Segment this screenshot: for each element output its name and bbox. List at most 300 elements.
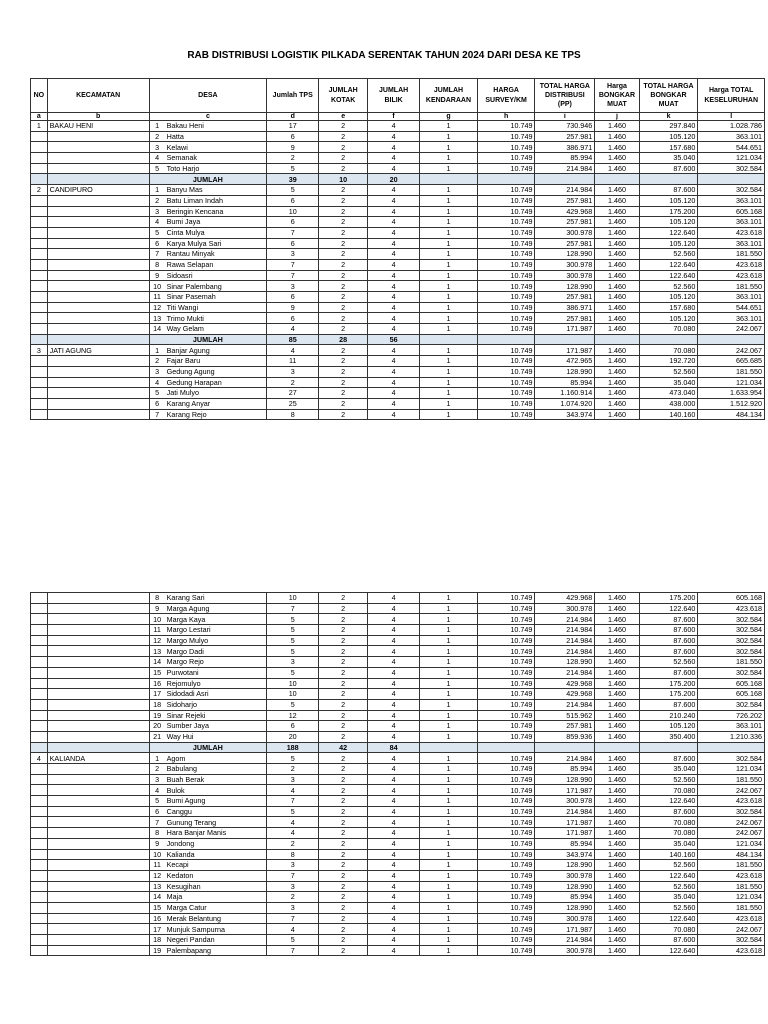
kendaraan-cell: 1 bbox=[420, 593, 478, 604]
harga-bongkar-muat-cell: 1.460 bbox=[595, 163, 639, 174]
total-keseluruhan-cell: 423.618 bbox=[698, 870, 765, 881]
harga-bongkar-muat-cell: 1.460 bbox=[595, 785, 639, 796]
desa-number-cell: 7 bbox=[149, 249, 165, 260]
total-distribusi-cell: 429.968 bbox=[535, 206, 595, 217]
kecamatan-cell bbox=[47, 657, 149, 668]
total-bongkar-muat-cell: 87.600 bbox=[639, 185, 698, 196]
desa-number-cell: 20 bbox=[149, 721, 165, 732]
total-bongkar-muat-cell: 140.160 bbox=[639, 849, 698, 860]
desa-name-cell: Marga Catur bbox=[165, 902, 267, 913]
desa-number-cell: 3 bbox=[149, 206, 165, 217]
total-bongkar-muat-cell: 70.080 bbox=[639, 324, 698, 335]
kendaraan-cell: 1 bbox=[420, 753, 478, 764]
bilik-cell: 4 bbox=[368, 356, 420, 367]
harga-bongkar-muat-cell: 1.460 bbox=[595, 731, 639, 742]
harga-survey-cell: 10.749 bbox=[477, 603, 535, 614]
total-keseluruhan-cell: 302.584 bbox=[698, 614, 765, 625]
kotak-cell: 2 bbox=[319, 292, 368, 303]
kecamatan-cell bbox=[47, 667, 149, 678]
harga-survey-cell: 10.749 bbox=[477, 785, 535, 796]
empty-cell bbox=[535, 174, 595, 185]
kecamatan-cell bbox=[47, 259, 149, 270]
total-bongkar-muat-cell: 70.080 bbox=[639, 828, 698, 839]
no-cell bbox=[31, 217, 48, 228]
harga-bongkar-muat-cell: 1.460 bbox=[595, 324, 639, 335]
kendaraan-cell: 1 bbox=[420, 774, 478, 785]
table-row bbox=[31, 806, 765, 817]
kotak-cell: 2 bbox=[319, 206, 368, 217]
kotak-cell: 2 bbox=[319, 259, 368, 270]
kotak-cell: 2 bbox=[319, 774, 368, 785]
total-keseluruhan-cell: 302.584 bbox=[698, 935, 765, 946]
total-bongkar-muat-cell: 122.640 bbox=[639, 259, 698, 270]
kotak-cell: 2 bbox=[319, 593, 368, 604]
kendaraan-cell: 1 bbox=[420, 892, 478, 903]
tps-cell: 5 bbox=[267, 163, 319, 174]
desa-name-cell: Sidodadi Asri bbox=[165, 689, 267, 700]
tps-cell: 3 bbox=[267, 366, 319, 377]
subtotal-row bbox=[31, 334, 765, 345]
desa-number-cell: 5 bbox=[149, 227, 165, 238]
tps-cell: 17 bbox=[267, 121, 319, 132]
kendaraan-cell: 1 bbox=[420, 302, 478, 313]
desa-name-cell: Kelawi bbox=[165, 142, 267, 153]
total-bongkar-muat-cell: 52.560 bbox=[639, 902, 698, 913]
table-row bbox=[31, 388, 765, 399]
table-row bbox=[31, 924, 765, 935]
tps-cell: 2 bbox=[267, 892, 319, 903]
desa-number-cell: 11 bbox=[149, 860, 165, 871]
table-row bbox=[31, 635, 765, 646]
total-distribusi-cell: 128.990 bbox=[535, 281, 595, 292]
kecamatan-cell bbox=[47, 935, 149, 946]
desa-number-cell: 4 bbox=[149, 153, 165, 164]
no-cell: 3 bbox=[31, 345, 48, 356]
desa-name-cell: Negeri Pandan bbox=[165, 935, 267, 946]
column-header: Harga BONGKAR MUAT bbox=[595, 79, 639, 113]
harga-survey-cell: 10.749 bbox=[477, 131, 535, 142]
total-bongkar-muat-cell: 105.120 bbox=[639, 195, 698, 206]
page-title: RAB DISTRIBUSI LOGISTIK PILKADA SERENTAK TAHUN 2024 DARI DESA KE TPS bbox=[187, 50, 581, 61]
tps-cell: 2 bbox=[267, 153, 319, 164]
table-row bbox=[31, 593, 765, 604]
total-distribusi-cell: 1.160.914 bbox=[535, 388, 595, 399]
total-distribusi-cell: 429.968 bbox=[535, 593, 595, 604]
total-distribusi-cell: 257.981 bbox=[535, 217, 595, 228]
column-header: NO bbox=[31, 79, 48, 113]
bilik-cell: 4 bbox=[368, 206, 420, 217]
distribution-table-page-1 bbox=[30, 78, 765, 420]
no-cell bbox=[31, 924, 48, 935]
no-cell bbox=[31, 334, 48, 345]
total-bongkar-muat-cell: 157.680 bbox=[639, 142, 698, 153]
total-distribusi-cell: 300.978 bbox=[535, 945, 595, 956]
harga-bongkar-muat-cell: 1.460 bbox=[595, 409, 639, 420]
bilik-cell: 4 bbox=[368, 924, 420, 935]
kendaraan-cell: 1 bbox=[420, 924, 478, 935]
tps-cell: 6 bbox=[267, 313, 319, 324]
kendaraan-cell: 1 bbox=[420, 356, 478, 367]
no-cell bbox=[31, 764, 48, 775]
total-keseluruhan-cell: 181.550 bbox=[698, 281, 765, 292]
kecamatan-cell bbox=[47, 270, 149, 281]
kecamatan-cell bbox=[47, 292, 149, 303]
desa-number-cell: 12 bbox=[149, 870, 165, 881]
desa-number-cell: 11 bbox=[149, 292, 165, 303]
no-cell bbox=[31, 366, 48, 377]
desa-name-cell: Banyu Mas bbox=[165, 185, 267, 196]
total-distribusi-cell: 171.987 bbox=[535, 817, 595, 828]
total-distribusi-cell: 257.981 bbox=[535, 238, 595, 249]
table-row bbox=[31, 935, 765, 946]
desa-name-cell: Bumi Jaya bbox=[165, 217, 267, 228]
desa-name-cell: Rejomulyo bbox=[165, 678, 267, 689]
total-distribusi-cell: 300.978 bbox=[535, 796, 595, 807]
total-distribusi-cell: 429.968 bbox=[535, 689, 595, 700]
kotak-cell: 2 bbox=[319, 345, 368, 356]
kotak-cell: 2 bbox=[319, 710, 368, 721]
total-bongkar-muat-cell: 122.640 bbox=[639, 870, 698, 881]
desa-name-cell: Buah Berak bbox=[165, 774, 267, 785]
empty-cell bbox=[477, 334, 535, 345]
desa-number-cell: 1 bbox=[149, 185, 165, 196]
column-letter: g bbox=[420, 113, 478, 121]
harga-survey-cell: 10.749 bbox=[477, 281, 535, 292]
no-cell bbox=[31, 302, 48, 313]
kotak-cell: 2 bbox=[319, 657, 368, 668]
table-row bbox=[31, 195, 765, 206]
table-row bbox=[31, 142, 765, 153]
kotak-cell: 2 bbox=[319, 902, 368, 913]
harga-survey-cell: 10.749 bbox=[477, 828, 535, 839]
kecamatan-cell bbox=[47, 593, 149, 604]
harga-survey-cell: 10.749 bbox=[477, 902, 535, 913]
kotak-cell: 2 bbox=[319, 185, 368, 196]
no-cell bbox=[31, 657, 48, 668]
bilik-cell: 4 bbox=[368, 721, 420, 732]
harga-bongkar-muat-cell: 1.460 bbox=[595, 603, 639, 614]
desa-name-cell: Bumi Agung bbox=[165, 796, 267, 807]
bilik-cell: 4 bbox=[368, 409, 420, 420]
kendaraan-cell: 1 bbox=[420, 625, 478, 636]
tps-cell: 7 bbox=[267, 259, 319, 270]
empty-cell bbox=[477, 174, 535, 185]
harga-survey-cell: 10.749 bbox=[477, 593, 535, 604]
harga-bongkar-muat-cell: 1.460 bbox=[595, 924, 639, 935]
tps-cell: 7 bbox=[267, 603, 319, 614]
no-cell bbox=[31, 817, 48, 828]
harga-survey-cell: 10.749 bbox=[477, 935, 535, 946]
tps-cell: 9 bbox=[267, 142, 319, 153]
no-cell bbox=[31, 881, 48, 892]
kendaraan-cell: 1 bbox=[420, 689, 478, 700]
bilik-cell: 4 bbox=[368, 860, 420, 871]
total-bongkar-muat-cell: 70.080 bbox=[639, 785, 698, 796]
column-letter: a bbox=[31, 113, 48, 121]
total-distribusi-cell: 214.984 bbox=[535, 806, 595, 817]
column-letter: d bbox=[267, 113, 319, 121]
total-keseluruhan-cell: 544.651 bbox=[698, 142, 765, 153]
kotak-cell: 2 bbox=[319, 398, 368, 409]
bilik-cell: 4 bbox=[368, 377, 420, 388]
desa-number-cell: 4 bbox=[149, 217, 165, 228]
table-row bbox=[31, 892, 765, 903]
desa-name-cell: Kalianda bbox=[165, 849, 267, 860]
kecamatan-cell bbox=[47, 217, 149, 228]
bilik-cell: 4 bbox=[368, 657, 420, 668]
desa-number-cell: 12 bbox=[149, 635, 165, 646]
bilik-cell: 4 bbox=[368, 945, 420, 956]
total-bongkar-muat-cell: 122.640 bbox=[639, 603, 698, 614]
desa-name-cell: Kesugihan bbox=[165, 881, 267, 892]
total-bongkar-muat-cell: 35.040 bbox=[639, 764, 698, 775]
tps-cell: 4 bbox=[267, 324, 319, 335]
desa-name-cell: Margo Lestari bbox=[165, 625, 267, 636]
total-bongkar-muat-cell: 210.240 bbox=[639, 710, 698, 721]
kecamatan-cell bbox=[47, 206, 149, 217]
harga-survey-cell: 10.749 bbox=[477, 366, 535, 377]
harga-bongkar-muat-cell: 1.460 bbox=[595, 238, 639, 249]
desa-number-cell: 6 bbox=[149, 238, 165, 249]
harga-survey-cell: 10.749 bbox=[477, 238, 535, 249]
empty-cell bbox=[420, 174, 478, 185]
kendaraan-cell: 1 bbox=[420, 324, 478, 335]
total-distribusi-cell: 300.978 bbox=[535, 603, 595, 614]
total-keseluruhan-cell: 302.584 bbox=[698, 635, 765, 646]
subtotal-tps: 188 bbox=[267, 742, 319, 753]
total-distribusi-cell: 128.990 bbox=[535, 774, 595, 785]
kotak-cell: 2 bbox=[319, 935, 368, 946]
total-keseluruhan-cell: 484.134 bbox=[698, 409, 765, 420]
bilik-cell: 4 bbox=[368, 935, 420, 946]
table-row bbox=[31, 689, 765, 700]
table-row bbox=[31, 753, 765, 764]
empty-cell bbox=[420, 334, 478, 345]
total-keseluruhan-cell: 121.034 bbox=[698, 764, 765, 775]
harga-survey-cell: 10.749 bbox=[477, 398, 535, 409]
no-cell bbox=[31, 689, 48, 700]
no-cell bbox=[31, 142, 48, 153]
harga-bongkar-muat-cell: 1.460 bbox=[595, 881, 639, 892]
kotak-cell: 2 bbox=[319, 270, 368, 281]
kecamatan-cell bbox=[47, 699, 149, 710]
harga-survey-cell: 10.749 bbox=[477, 185, 535, 196]
total-keseluruhan-cell: 423.618 bbox=[698, 603, 765, 614]
total-distribusi-cell: 128.990 bbox=[535, 366, 595, 377]
no-cell bbox=[31, 356, 48, 367]
harga-survey-cell: 10.749 bbox=[477, 388, 535, 399]
kendaraan-cell: 1 bbox=[420, 163, 478, 174]
bilik-cell: 4 bbox=[368, 313, 420, 324]
total-bongkar-muat-cell: 105.120 bbox=[639, 217, 698, 228]
table-row bbox=[31, 785, 765, 796]
kecamatan-cell bbox=[47, 334, 149, 345]
kotak-cell: 2 bbox=[319, 646, 368, 657]
desa-number-cell: 1 bbox=[149, 753, 165, 764]
tps-cell: 7 bbox=[267, 227, 319, 238]
desa-name-cell: Semanak bbox=[165, 153, 267, 164]
kotak-cell: 2 bbox=[319, 388, 368, 399]
desa-number-cell: 14 bbox=[149, 657, 165, 668]
desa-number-cell: 12 bbox=[149, 302, 165, 313]
tps-cell: 3 bbox=[267, 249, 319, 260]
harga-survey-cell: 10.749 bbox=[477, 849, 535, 860]
bilik-cell: 4 bbox=[368, 142, 420, 153]
total-bongkar-muat-cell: 52.560 bbox=[639, 281, 698, 292]
harga-survey-cell: 10.749 bbox=[477, 774, 535, 785]
tps-cell: 10 bbox=[267, 678, 319, 689]
total-keseluruhan-cell: 302.584 bbox=[698, 699, 765, 710]
desa-number-cell: 13 bbox=[149, 313, 165, 324]
no-cell bbox=[31, 238, 48, 249]
total-keseluruhan-cell: 181.550 bbox=[698, 881, 765, 892]
column-letter: b bbox=[47, 113, 149, 121]
kotak-cell: 2 bbox=[319, 281, 368, 292]
desa-number-cell: 5 bbox=[149, 163, 165, 174]
kotak-cell: 2 bbox=[319, 689, 368, 700]
kendaraan-cell: 1 bbox=[420, 614, 478, 625]
empty-cell bbox=[639, 174, 698, 185]
total-keseluruhan-cell: 363.101 bbox=[698, 238, 765, 249]
kendaraan-cell: 1 bbox=[420, 849, 478, 860]
tps-cell: 2 bbox=[267, 377, 319, 388]
desa-name-cell: Sidoharjo bbox=[165, 699, 267, 710]
no-cell bbox=[31, 635, 48, 646]
kecamatan-cell bbox=[47, 924, 149, 935]
total-bongkar-muat-cell: 140.160 bbox=[639, 409, 698, 420]
table-row bbox=[31, 356, 765, 367]
harga-survey-cell: 10.749 bbox=[477, 292, 535, 303]
desa-name-cell: Beringin Kencana bbox=[165, 206, 267, 217]
desa-number-cell: 16 bbox=[149, 913, 165, 924]
column-header: KECAMATAN bbox=[47, 79, 149, 113]
tps-cell: 3 bbox=[267, 774, 319, 785]
total-distribusi-cell: 85.994 bbox=[535, 377, 595, 388]
no-cell bbox=[31, 774, 48, 785]
total-keseluruhan-cell: 181.550 bbox=[698, 774, 765, 785]
desa-name-cell: Sidoasri bbox=[165, 270, 267, 281]
kotak-cell: 2 bbox=[319, 913, 368, 924]
kendaraan-cell: 1 bbox=[420, 902, 478, 913]
no-cell bbox=[31, 398, 48, 409]
column-letter: c bbox=[149, 113, 267, 121]
desa-number-cell: 19 bbox=[149, 945, 165, 956]
total-keseluruhan-cell: 242.067 bbox=[698, 828, 765, 839]
tps-cell: 6 bbox=[267, 721, 319, 732]
tps-cell: 5 bbox=[267, 646, 319, 657]
total-keseluruhan-cell: 423.618 bbox=[698, 913, 765, 924]
subtotal-bilik: 84 bbox=[368, 742, 420, 753]
desa-name-cell: Hara Banjar Manis bbox=[165, 828, 267, 839]
tps-cell: 25 bbox=[267, 398, 319, 409]
bilik-cell: 4 bbox=[368, 238, 420, 249]
kotak-cell: 2 bbox=[319, 838, 368, 849]
no-cell bbox=[31, 710, 48, 721]
total-keseluruhan-cell: 121.034 bbox=[698, 153, 765, 164]
total-distribusi-cell: 343.974 bbox=[535, 849, 595, 860]
tps-cell: 4 bbox=[267, 345, 319, 356]
kendaraan-cell: 1 bbox=[420, 817, 478, 828]
bilik-cell: 4 bbox=[368, 163, 420, 174]
bilik-cell: 4 bbox=[368, 774, 420, 785]
kotak-cell: 2 bbox=[319, 153, 368, 164]
harga-survey-cell: 10.749 bbox=[477, 625, 535, 636]
harga-bongkar-muat-cell: 1.460 bbox=[595, 121, 639, 132]
total-keseluruhan-cell: 363.101 bbox=[698, 721, 765, 732]
table-row bbox=[31, 249, 765, 260]
kecamatan-cell bbox=[47, 646, 149, 657]
desa-number-cell: 2 bbox=[149, 195, 165, 206]
distribution-table-page-2 bbox=[30, 592, 765, 956]
harga-bongkar-muat-cell: 1.460 bbox=[595, 774, 639, 785]
kotak-cell: 2 bbox=[319, 667, 368, 678]
harga-bongkar-muat-cell: 1.460 bbox=[595, 828, 639, 839]
tps-cell: 4 bbox=[267, 817, 319, 828]
total-distribusi-cell: 171.987 bbox=[535, 924, 595, 935]
kendaraan-cell: 1 bbox=[420, 667, 478, 678]
kotak-cell: 2 bbox=[319, 828, 368, 839]
bilik-cell: 4 bbox=[368, 345, 420, 356]
table-row bbox=[31, 398, 765, 409]
kendaraan-cell: 1 bbox=[420, 217, 478, 228]
desa-name-cell: Kecapi bbox=[165, 860, 267, 871]
bilik-cell: 4 bbox=[368, 324, 420, 335]
tps-cell: 12 bbox=[267, 710, 319, 721]
table-row bbox=[31, 270, 765, 281]
tps-cell: 7 bbox=[267, 945, 319, 956]
harga-survey-cell: 10.749 bbox=[477, 945, 535, 956]
harga-bongkar-muat-cell: 1.460 bbox=[595, 635, 639, 646]
desa-name-cell: Sinar Palembang bbox=[165, 281, 267, 292]
empty-cell bbox=[698, 742, 765, 753]
harga-bongkar-muat-cell: 1.460 bbox=[595, 657, 639, 668]
kendaraan-cell: 1 bbox=[420, 731, 478, 742]
harga-bongkar-muat-cell: 1.460 bbox=[595, 345, 639, 356]
kendaraan-cell: 1 bbox=[420, 828, 478, 839]
total-keseluruhan-cell: 1.028.786 bbox=[698, 121, 765, 132]
kotak-cell: 2 bbox=[319, 249, 368, 260]
tps-cell: 5 bbox=[267, 806, 319, 817]
harga-bongkar-muat-cell: 1.460 bbox=[595, 185, 639, 196]
table-row bbox=[31, 796, 765, 807]
total-distribusi-cell: 257.981 bbox=[535, 195, 595, 206]
no-cell bbox=[31, 153, 48, 164]
total-distribusi-cell: 214.984 bbox=[535, 699, 595, 710]
harga-bongkar-muat-cell: 1.460 bbox=[595, 313, 639, 324]
desa-number-cell: 10 bbox=[149, 614, 165, 625]
bilik-cell: 4 bbox=[368, 881, 420, 892]
kendaraan-cell: 1 bbox=[420, 646, 478, 657]
total-bongkar-muat-cell: 87.600 bbox=[639, 935, 698, 946]
table-row bbox=[31, 828, 765, 839]
kendaraan-cell: 1 bbox=[420, 603, 478, 614]
table-row bbox=[31, 153, 765, 164]
desa-number-cell: 6 bbox=[149, 398, 165, 409]
harga-survey-cell: 10.749 bbox=[477, 838, 535, 849]
harga-bongkar-muat-cell: 1.460 bbox=[595, 913, 639, 924]
kotak-cell: 2 bbox=[319, 635, 368, 646]
table-row bbox=[31, 913, 765, 924]
total-distribusi-cell: 1.074.920 bbox=[535, 398, 595, 409]
table-row bbox=[31, 945, 765, 956]
desa-number-cell: 15 bbox=[149, 667, 165, 678]
kendaraan-cell: 1 bbox=[420, 281, 478, 292]
desa-name-cell: Kedaton bbox=[165, 870, 267, 881]
kecamatan-cell bbox=[47, 388, 149, 399]
harga-survey-cell: 10.749 bbox=[477, 913, 535, 924]
table-row bbox=[31, 238, 765, 249]
no-cell: 4 bbox=[31, 753, 48, 764]
